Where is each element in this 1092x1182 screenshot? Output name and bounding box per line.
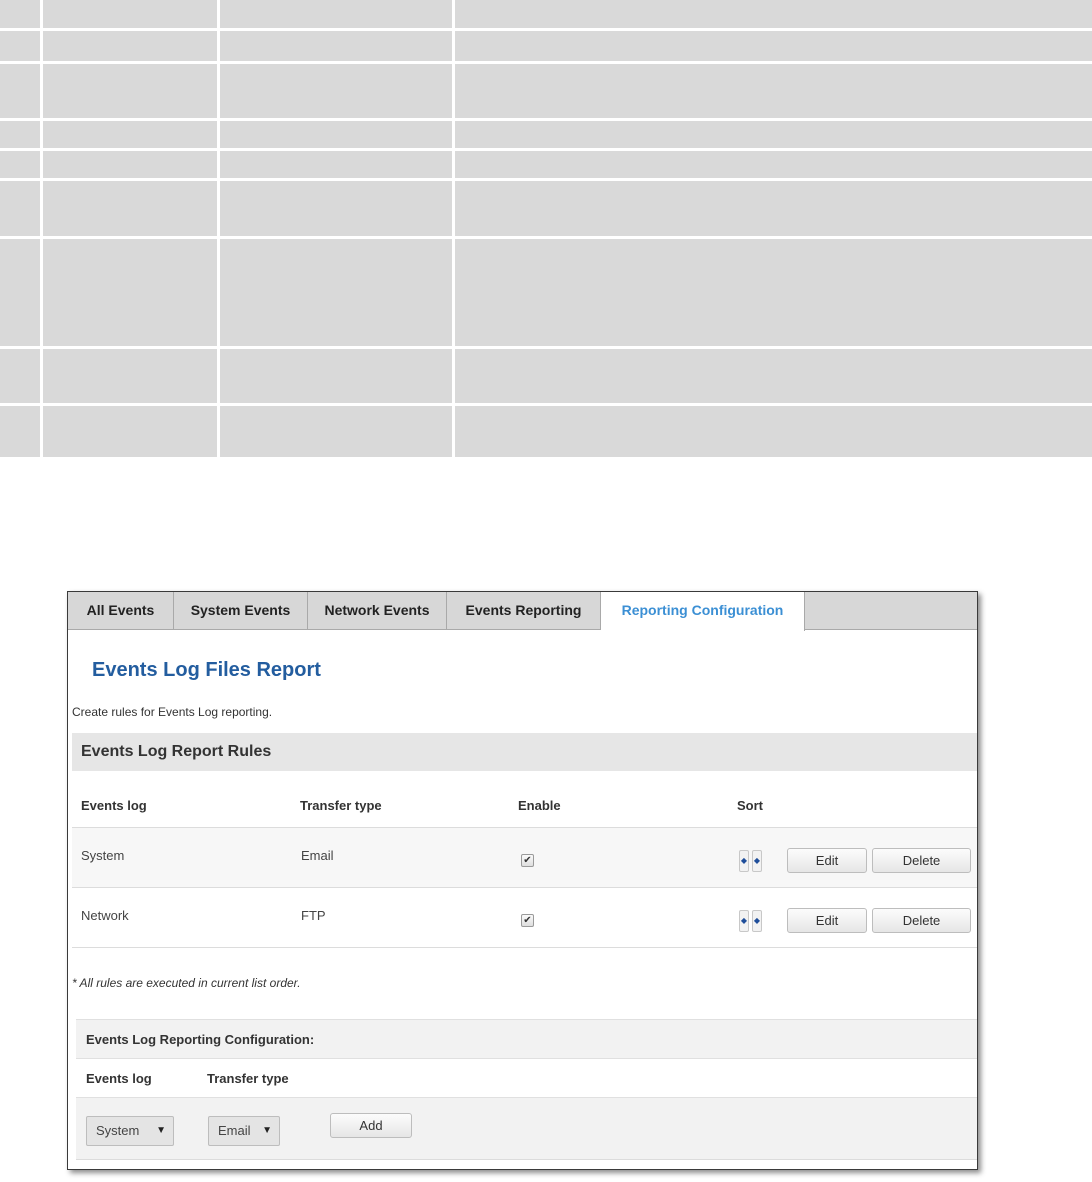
add-button[interactable]: Add bbox=[330, 1113, 412, 1138]
table-cell bbox=[453, 0, 1092, 29]
table-cell bbox=[218, 149, 453, 179]
screenshot-panel bbox=[67, 591, 978, 1170]
page-title: Events Log Files Report bbox=[92, 659, 321, 681]
table-cell bbox=[453, 149, 1092, 179]
rules-table-header bbox=[72, 792, 977, 828]
config-col-events-log: Events log bbox=[86, 1071, 152, 1086]
row-transfer-type: Email bbox=[301, 848, 334, 863]
col-transfer-type: Transfer type bbox=[300, 798, 382, 813]
table-cell bbox=[41, 29, 218, 62]
table-cell bbox=[0, 347, 41, 404]
table-cell bbox=[0, 149, 41, 179]
sort-up-button[interactable]: ◆ bbox=[739, 910, 749, 932]
config-columns bbox=[76, 1059, 977, 1098]
dropdown-arrow-icon: ▼ bbox=[156, 1125, 166, 1136]
config-section-title: Events Log Reporting Configuration: bbox=[86, 1032, 315, 1047]
table-cell bbox=[453, 404, 1092, 458]
events-log-select[interactable] bbox=[86, 1116, 174, 1146]
edit-button[interactable]: Edit bbox=[787, 848, 867, 873]
transfer-type-select-value: Email bbox=[218, 1123, 251, 1138]
table-cell bbox=[0, 179, 41, 237]
table-cell bbox=[41, 347, 218, 404]
table-cell bbox=[0, 237, 41, 347]
tab-all-events[interactable]: All Events bbox=[68, 592, 174, 630]
rules-section-title: Events Log Report Rules bbox=[81, 743, 272, 760]
table-cell bbox=[453, 119, 1092, 149]
table-cell bbox=[453, 237, 1092, 347]
table-cell bbox=[0, 29, 41, 62]
col-events-log: Events log bbox=[81, 798, 147, 813]
table-cell bbox=[41, 149, 218, 179]
tab-system-events[interactable]: System Events bbox=[174, 592, 308, 630]
table-cell bbox=[218, 179, 453, 237]
table-cell bbox=[41, 179, 218, 237]
table-cell bbox=[41, 404, 218, 458]
row-events-log: System bbox=[81, 848, 125, 863]
table-cell bbox=[453, 347, 1092, 404]
col-enable: Enable bbox=[518, 798, 561, 813]
edit-button[interactable]: Edit bbox=[787, 908, 867, 933]
table-cell bbox=[218, 0, 453, 29]
config-section-header bbox=[76, 1019, 977, 1059]
table-cell bbox=[218, 29, 453, 62]
row-events-log: Network bbox=[81, 908, 129, 923]
tab-reporting-configuration[interactable]: Reporting Configuration bbox=[601, 592, 805, 631]
rules-section-header bbox=[72, 733, 977, 771]
col-sort: Sort bbox=[737, 798, 763, 813]
tab-bar bbox=[68, 592, 977, 630]
table-cell bbox=[0, 62, 41, 119]
enable-checkbox[interactable]: ✔ bbox=[521, 854, 534, 867]
table-cell bbox=[453, 29, 1092, 62]
table-cell bbox=[218, 237, 453, 347]
table-cell bbox=[41, 237, 218, 347]
page-description: Create rules for Events Log reporting. bbox=[72, 705, 273, 719]
delete-button[interactable]: Delete bbox=[872, 908, 971, 933]
table-cell bbox=[218, 62, 453, 119]
table-cell bbox=[218, 347, 453, 404]
tab-events-reporting[interactable]: Events Reporting bbox=[447, 592, 601, 630]
sort-down-button[interactable]: ◆ bbox=[752, 850, 762, 872]
sort-up-button[interactable]: ◆ bbox=[739, 850, 749, 872]
table-cell bbox=[453, 62, 1092, 119]
table-row bbox=[72, 888, 977, 948]
table-cell bbox=[41, 62, 218, 119]
enable-checkbox[interactable]: ✔ bbox=[521, 914, 534, 927]
config-col-transfer-type: Transfer type bbox=[207, 1071, 289, 1086]
table-cell bbox=[0, 404, 41, 458]
transfer-type-select[interactable] bbox=[208, 1116, 280, 1146]
table-cell bbox=[0, 0, 41, 29]
table-cell bbox=[41, 0, 218, 29]
table-cell bbox=[0, 119, 41, 149]
table-cell bbox=[218, 119, 453, 149]
events-log-select-value: System bbox=[96, 1123, 140, 1138]
document-table bbox=[0, 0, 1092, 460]
table-cell bbox=[41, 119, 218, 149]
sort-down-button[interactable]: ◆ bbox=[752, 910, 762, 932]
rules-footnote: * All rules are executed in current list order. bbox=[72, 976, 301, 990]
table-row bbox=[72, 828, 977, 888]
tab-network-events[interactable]: Network Events bbox=[308, 592, 447, 630]
dropdown-arrow-icon: ▼ bbox=[262, 1125, 272, 1136]
row-transfer-type: FTP bbox=[301, 908, 326, 923]
delete-button[interactable]: Delete bbox=[872, 848, 971, 873]
table-cell bbox=[218, 404, 453, 458]
table-cell bbox=[453, 179, 1092, 237]
config-row bbox=[76, 1098, 977, 1160]
